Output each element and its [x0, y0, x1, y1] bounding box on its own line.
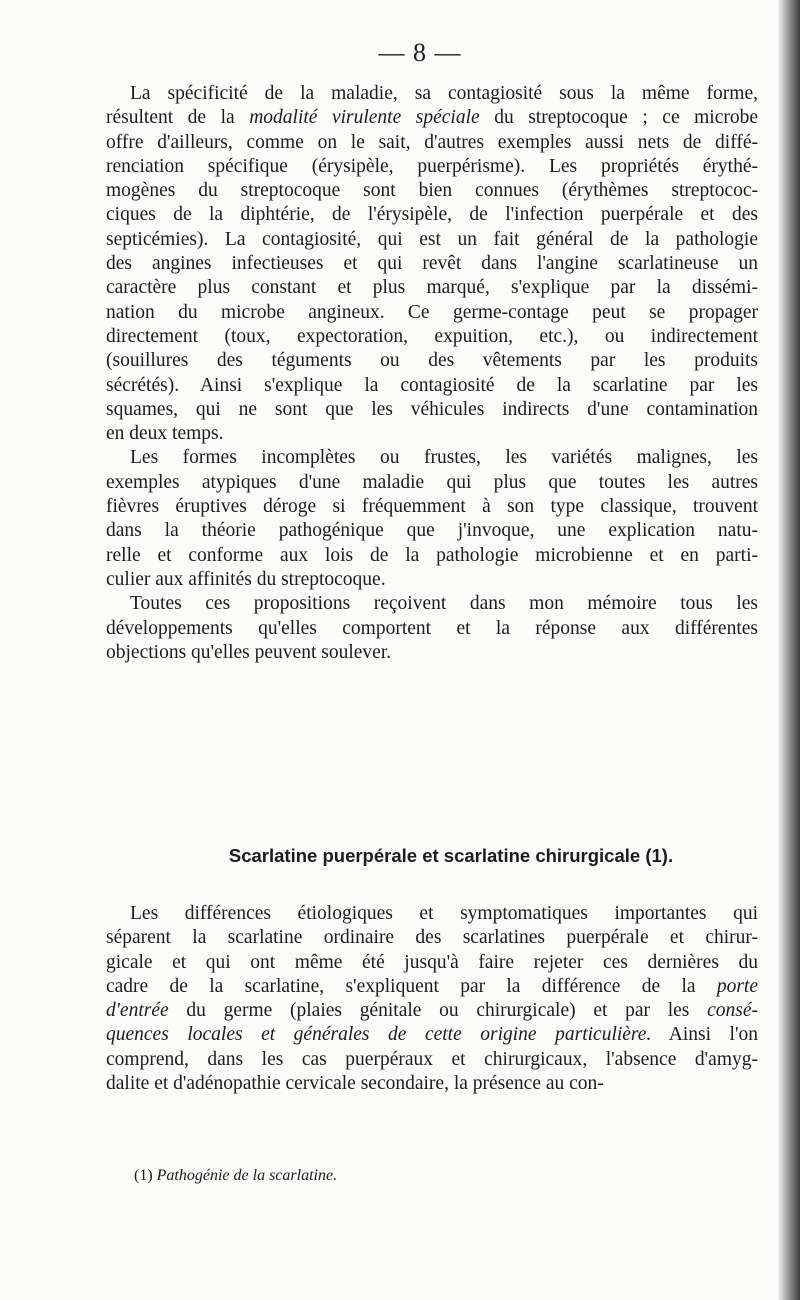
text-run: comprend, dans les cas puerpéraux et chirurgicaux, l'absence d'amyg- [106, 1048, 758, 1070]
text-run: exemples atypiques d'une maladie qui plus que toutes les autres [106, 471, 758, 493]
text-line [106, 398, 758, 422]
text-run: cadre de la scarlatine, s'expliquent par la différence de la [106, 975, 717, 997]
text-run: Les formes incomplètes ou frustes, les variétés malignes, les [130, 447, 758, 469]
text-run: squames, qui ne sont que les véhicules indirects d'une contamination [106, 398, 758, 420]
text-line [106, 1048, 758, 1072]
text-run: culier aux affinités du streptocoque. [106, 568, 386, 590]
text-line [106, 975, 758, 999]
text-run: Ainsi l'on [651, 1024, 758, 1046]
text-run: Toutes ces propositions reçoivent dans mon mémoire tous les [130, 593, 758, 615]
text-run: du germe (plaies génitale ou chirurgicale) et par les [168, 1000, 708, 1022]
page-number: — 8 — [378, 38, 462, 67]
footnote-text: Pathogénie de la scarlatine. [156, 1167, 338, 1184]
text-line [106, 999, 758, 1023]
page-edge-shadow [778, 0, 800, 1300]
text-line [106, 325, 758, 349]
text-line [106, 471, 758, 495]
text-line [106, 349, 758, 373]
text-run: séparent la scarlatine ordinaire des scarlatines puerpérale et chirur- [106, 927, 758, 949]
text-run: renciation spécifique (érysipèle, puerpérisme). Les propriétés érythé- [106, 155, 758, 177]
text-line [106, 544, 758, 568]
text-run: directement (toux, expectoration, expuition, etc.), ou indirectement [106, 325, 758, 347]
text-line [106, 228, 758, 252]
text-run: ciques de la diphtérie, de l'érysipèle, de l'infection puerpérale et des [106, 204, 758, 226]
text-run: fièvres éruptives déroge si fréquemment à son type classique, trouvent [106, 496, 758, 518]
text-run: sécrétés). Ainsi s'explique la contagiosité de la scarlatine par les [106, 374, 758, 396]
text-line [106, 902, 758, 926]
text-run: des angines infectieuses et qui revêt dans l'angine scarlatineuse un [106, 253, 758, 275]
body-text-block-2 [106, 902, 758, 1096]
footnote-marker: (1) [134, 1167, 153, 1184]
text-run: dans la théorie pathogénique que j'invoque, une explication natu- [106, 520, 758, 542]
text-line [106, 495, 758, 519]
section-title: Scarlatine puerpérale et scarlatine chirurgicale (1). [228, 845, 674, 866]
text-line [106, 1023, 758, 1047]
text-line [106, 641, 758, 665]
text-line [106, 203, 758, 227]
italic-text: modalité virulente spéciale [249, 107, 480, 129]
text-line [106, 926, 758, 950]
text-run: mogènes du streptocoque sont bien connues (érythèmes streptococ- [106, 180, 758, 202]
text-run: objections qu'elles peuvent soulever. [106, 641, 392, 663]
text-run: caractère plus constant et plus marqué, s'explique par la dissémi- [106, 277, 758, 299]
text-line [106, 446, 758, 470]
text-line [106, 301, 758, 325]
text-line [106, 131, 758, 155]
italic-text: porte [716, 975, 758, 997]
text-line [106, 106, 758, 130]
italic-text: consé- [707, 1000, 758, 1022]
text-line [106, 1072, 758, 1096]
text-run: nation du microbe angineux. Ce germe-contage peut se propager [106, 301, 758, 323]
text-run: Les différences étiologiques et symptomatiques importantes qui [130, 903, 758, 924]
italic-text: quences locales et générales de cette origine particulière. [106, 1024, 652, 1046]
text-line [106, 519, 758, 543]
text-line [106, 568, 758, 592]
text-line [106, 951, 758, 975]
text-run: en deux temps. [106, 423, 224, 445]
text-line [106, 592, 758, 616]
text-line [106, 374, 758, 398]
text-line [106, 422, 758, 446]
text-line [106, 252, 758, 276]
text-run: gicale et qui ont même été jusqu'à faire rejeter ces dernières du [106, 951, 758, 973]
text-line [106, 155, 758, 179]
text-line [106, 179, 758, 203]
text-run: septicémies). La contagiosité, qui est un fait général de la pathologie [106, 228, 758, 250]
text-line [106, 617, 758, 641]
text-line [106, 82, 758, 106]
body-text-block-1 [106, 82, 758, 665]
text-line [106, 276, 758, 300]
text-run: offre d'ailleurs, comme on le sait, d'autres exemples aussi nets de diffé- [106, 131, 758, 153]
footnote [134, 1167, 337, 1185]
italic-text: d'entrée [106, 1000, 169, 1022]
text-run: La spécificité de la maladie, sa contagiosité sous la même forme, [130, 83, 758, 104]
text-run: du streptocoque ; ce microbe [479, 107, 759, 129]
text-run: dalite et d'adénopathie cervicale secondaire, la présence au con- [106, 1073, 604, 1095]
text-run: relle et conforme aux lois de la pathologie microbienne et en parti- [106, 544, 758, 566]
text-run: développements qu'elles comportent et la réponse aux différentes [106, 617, 758, 639]
text-run: résultent de la [106, 107, 250, 129]
text-run: (souillures des téguments ou des vêtements par les produits [106, 350, 758, 372]
